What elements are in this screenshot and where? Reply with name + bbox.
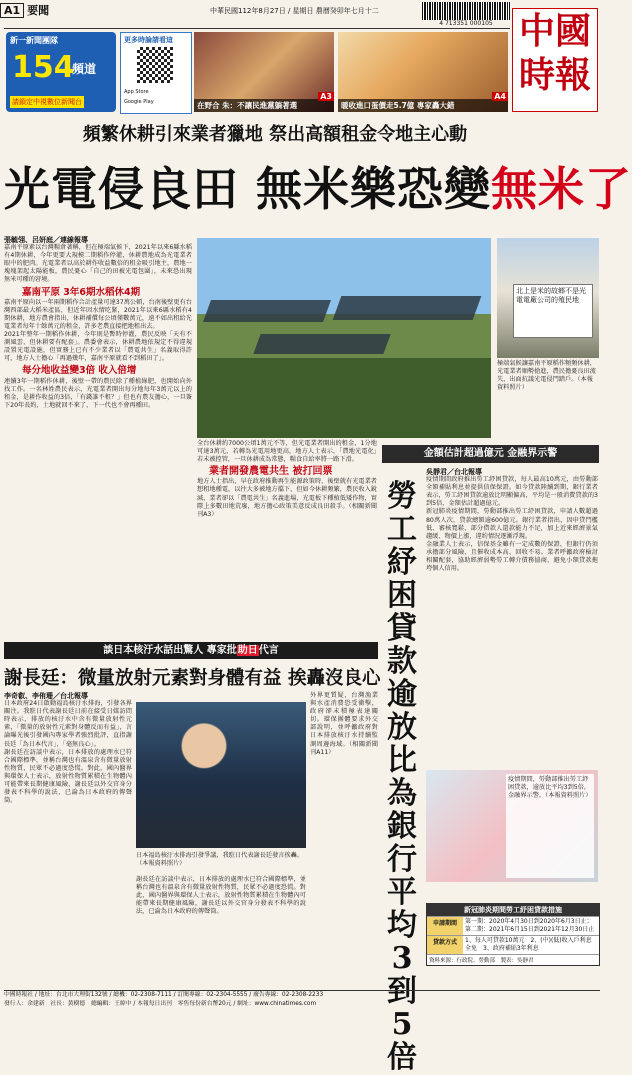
barcode [422, 2, 510, 20]
protest-sign: 北上是米的故鄉不是光電電廠公司的殖民地 [513, 284, 593, 338]
paragraph: 疫情期間政府推出勞工紓困貸款，每人最高10萬元，由勞動部全額補貼利息並提供信保保證。如今貸款陸續到期，銀行業者表示，勞工紓困貸款逾放比明顯偏高，平均是一般消費貸款的3到5倍，金額估計超過億元。 [426, 476, 598, 508]
kicker-headline: 頻繁休耕引來業者獵地 祭出高額租金令地主心動 [82, 124, 468, 145]
promo-title: 新一新聞團隊 [10, 36, 58, 45]
loan-info-table [426, 903, 600, 966]
paragraph: 新冠肺炎疫情期間，勞動部推出勞工紓困貸款，申請人數超過80萬人次，貸款總額逾600億元。銀行業者指出，因申貸門檻低、審核寬鬆，部分借款人還款能力不足，加上近來經濟景氣趨緩、物價上漲，違約情況逐漸浮現。 [426, 508, 598, 540]
dateline: 中華民國112年8月27日 / 星期日 農曆癸卯年七月十二 [210, 7, 379, 15]
byline: 吳靜君／台北報導 [426, 468, 482, 476]
subhead: 業者開發農電共生 被打回票 [209, 466, 333, 478]
page-number: A1 要聞 [0, 2, 49, 18]
promo-photo-a3[interactable] [194, 32, 334, 112]
paragraph: 連續3年一期稻作休耕，後壁一帶的農民除了種植綠肥，也開始向外找工作。一名林姓農民表示，光電業者開出每分地每年3萬元以上的租金，是耕作收益的3倍，「有錢誰不租？」但也有農友擔心，一旦簽下20年長約，土地就回不來了，下一代也不會再種田。 [4, 377, 192, 409]
footer-line: 發行人：余建新 社長：黃樹德 總編輯：王綽中 / 本報每日出刊 零售每份新台幣20元 / 網址：www.chinatimes.com [4, 1001, 317, 1007]
headline-red: 無米了 [491, 162, 632, 216]
photo-caption: 疫情期間，勞動部推出勞工紓困貸款，逾放比平均3到5倍，金融界示警。（本報資料照片） [506, 774, 594, 878]
masthead-logo: 中國 時報 [512, 8, 598, 112]
google-play-label: Google Play [124, 99, 154, 105]
paragraph: 金融業人士表示，信保基金雖有一定成數的保證，但銀行仍須承擔部分風險，且催收成本高、回收不易。業者呼籲政府檢討相關配套，協助經濟弱勢勞工轉介債務協商，避免小額貸款拖垮個人信用。 [426, 540, 598, 573]
channel-number: 154 [12, 50, 75, 85]
promo-photo-a4[interactable] [338, 32, 508, 112]
photo-caption: 極端氣候讓嘉南平原稻作頻頻休耕，光電業者順勢搶進，農民擔憂良田流失，出面抗議光電侵門踏戶。（本報資料照片） [497, 360, 596, 391]
lower-story-col3 [136, 876, 306, 984]
footer-line: 中國時報社 / 地址：台北市大理街132號 / 總機：02-2308-7111 / 訂閱專線：02-2304-5555 / 廣告專線：02-2308-2233 [4, 992, 324, 998]
promo-caption: 在野合 朱：不讓民進黨躺著選 [194, 99, 334, 112]
table-row: 申請期間 第一期：2020年4月30日到2020年6月3日止；第二期：2021年6月15日到2021年12月30日止 [427, 916, 599, 935]
protest-photo [497, 238, 599, 358]
paragraph: 嘉南平原向以一年兩期稻作合計產量可達37萬公頓，台南後壁更有台灣西部最大稻米產區，但近年因水情吃緊，2021年以來6縣水稻有4期休耕，地方農會指出，休耕補償每公頃僅數萬元，遠不如出租給光電業者每年十餘萬元的租金，許多老農直接把地租出去。 [4, 298, 192, 330]
paragraph: 嘉南平原素以台灣糧倉著稱，但在極端氣候下，2021年以來6縣水稻有4期休耕，今年更要大規模二期稻作停灌，休耕農地成為光電業者眼中的肥肉。光電業者以高於耕作收益數倍的租金吸引地主，農地一塊塊架起太陽能板，農民憂心「自己的田被光電包圍」，未來恐出現無米可種的窘境。 [4, 244, 192, 284]
lead-story [4, 236, 192, 638]
header-rule [4, 28, 510, 29]
paragraph: 全台休耕約7000公頃1萬元不等，但光電業者開出的租金，1分地可達3萬元，若轉為光電用地更高，地方人士表示，「農地光電化」若未被控管，一旦休耕成為常態，糧食自給率將一路下滑。 [197, 440, 377, 464]
mid-story [197, 440, 377, 638]
app-promo[interactable] [120, 32, 192, 114]
barcode-number: 4 713351 000105 [439, 20, 493, 27]
promo-caption: 暖收進口蛋價走5.7億 專家轟大錯 [338, 99, 508, 112]
paragraph: 2021年整年一期稻作休耕，今年則是暫時停灌，農民反映「天有不測風雲，但休耕要有配套」。農委會表示，休耕農地依規定不得違規設置光電設施，但實務上已有不少業者以「農電共生」名義取得許可，地方人士擔心「再過幾年，嘉南平原就看不到稻田了」。 [4, 331, 192, 363]
loan-photo [426, 770, 598, 882]
page-tag: A3 [320, 92, 332, 101]
paragraph: 謝長廷在訪談中表示，日本排放的處理水已符合國際標準，並稱台灣也有溫泉含有微量放射性物質，民眾不必過度恐慌。對此，國內醫界與環保人士表示，放射性物質累積在生物體內可能帶來長期健康風險，謝長廷以外交官身分發表不科學的說法，已淪為日本政府的傳聲筒。 [4, 748, 132, 805]
main-headline [4, 160, 632, 220]
headline-black: 光電侵良田 無米樂恐變 [4, 162, 492, 216]
lower-story-col1 [4, 692, 132, 984]
footer [4, 990, 600, 1009]
tv-channel-promo[interactable] [6, 32, 116, 112]
promo-bar: 請鎖定中視數位新聞台 [12, 98, 82, 106]
photo-caption: 日本福島核汙水排海引發爭議，我駐日代表謝長廷發言挨轟。（本報資料照片） [136, 852, 304, 867]
paragraph: 外界更質疑，台灣漁業與水產消費恐受衝擊，政府卻未積極表達關切。環保團體要求外交部說明，並呼籲政府對日本排放核汙水持續監測周邊海域。（相關新聞刊A11） [310, 692, 378, 756]
table-title: 新冠肺炎期間勞工紓困貸款措施 [427, 904, 599, 916]
subhead: 嘉南平原 3年6期水稻休4期 [22, 286, 141, 298]
side-vertical-headline: 勞 工 紓 困 貸 款 逾 放 比 為 銀 行 平 均 3 到 5 倍 [387, 479, 417, 1075]
paragraph: 地方人士指出，早在政府推動再生能源政策時，後壁就有光電業者想租地種電，以往大多被地方擋下，但如今休耕頻繁，農民收入銳減，業者卻以「農電共生」名義進場，光電板下種植低矮作物，實際上多數田地荒廢，地方擔心政策美意反成良田殺手。（相關新聞刊A3） [197, 478, 377, 518]
page-tag: A4 [494, 92, 506, 101]
paragraph: 謝長廷在訪談中表示，日本排放的處理水已符合國際標準，並稱台灣也有溫泉含有微量放射性物質，民眾不必過度恐慌。對此，國內醫界與環保人士表示，放射性物質累積在生物體內可能帶來長期健康風險，謝長廷以外交官身分發表不科學的說法，已淪為日本政府的傳聲筒。 [136, 876, 306, 916]
lower-headline: 謝長廷：微量放射元素對身體有益 挨轟沒良心 [4, 668, 381, 689]
lower-story-col2 [310, 692, 378, 984]
app-store-label: App Store [124, 89, 149, 95]
channel-unit: 頻道 [72, 62, 97, 76]
subhead: 每分地收益變3倍 收入倍增 [22, 365, 137, 377]
promo-title: 更多時論請看這 [124, 36, 173, 44]
qr-code-icon [137, 47, 173, 83]
byline: 李奇叡、李侑珊／台北報導 [4, 692, 88, 700]
byline: 張毓翎、呂妍庭／連線報導 [4, 236, 88, 244]
lower-kicker-bar: 談日本核汙水話出驚人 專家批助日代言 [4, 642, 378, 659]
table-row: 貸款方式 1、每人可貸款10萬元 2、(中)(低)收入戶利息全免 3、政府補貼3年利息 [427, 935, 599, 954]
paragraph: 日本政府24日啟動福島核汙水排海，引發各界關注。我駐日代表謝長廷日前在接受日媒訪問時表示，排放的核汙水中含有微量放射性元素，「微量的放射性元素對身體反而有益」，言論曝光後引發國內專家學者強烈批評，直指謝長廷「為日本代言」，「毫無良心」。 [4, 700, 132, 748]
solar-farm-photo [197, 238, 491, 438]
side-story [426, 468, 598, 768]
side-kicker-bar: 金額估計超過億元 金融界示警 [382, 445, 599, 463]
hsieh-portrait-photo [136, 702, 306, 848]
table-source: 資料來源：行政院、勞動部 製表：吳靜君 [427, 954, 599, 965]
